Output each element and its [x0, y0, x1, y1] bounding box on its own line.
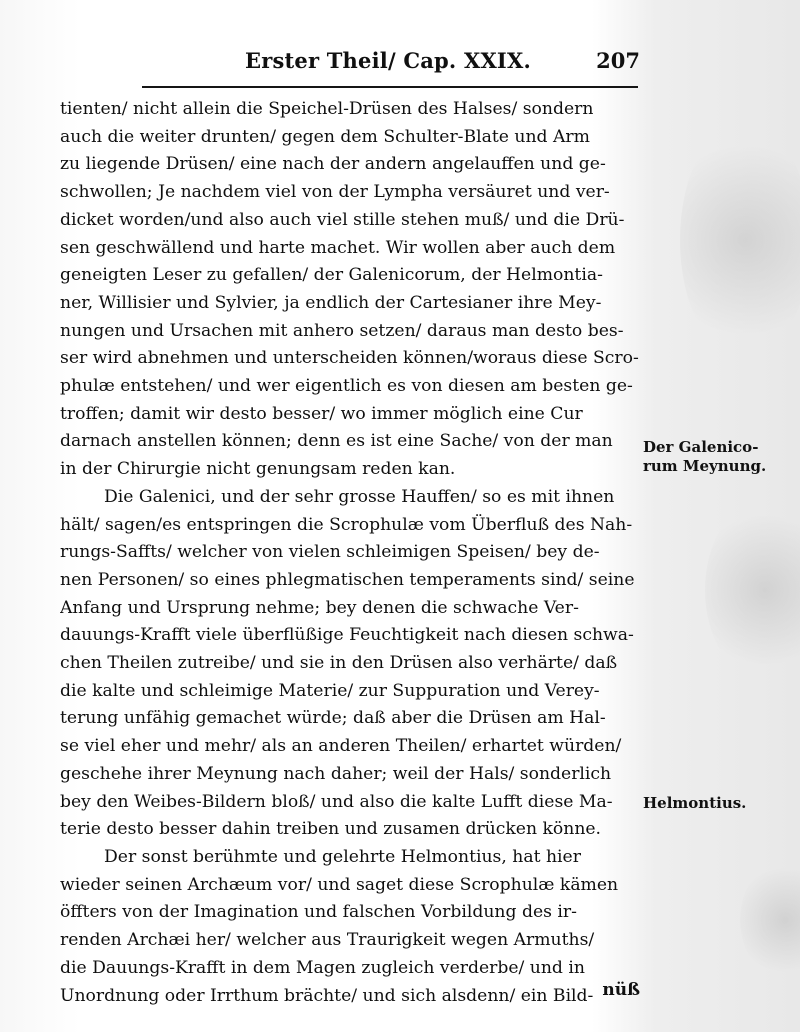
text-line-26: bey den Weibes-Bildern bloß/ und also die kalte Lufft diese Ma-	[60, 791, 613, 812]
margin-note-galenicorum-text: Der Galenico- rum Meynung.	[643, 438, 767, 475]
text-line-21: chen Theilen zutreibe/ und sie in den Drüsen also verhärte/ daß	[60, 653, 618, 674]
text-line-14: in der Chirurgie nicht genungsam reden kan.	[60, 459, 456, 480]
text-line-28: Der sonst berühmte und gelehrte Helmontius, hat hier	[104, 846, 581, 867]
text-line-11: phulæ entstehen/ und wer eigentlich es von diesen am besten ge-	[60, 376, 633, 397]
page-number: 207	[596, 48, 640, 73]
header-rule	[142, 86, 638, 88]
margin-note-galenicorum	[643, 438, 766, 476]
text-line-10: ser wird abnehmen und unterscheiden können/woraus diese Scro-	[60, 348, 639, 369]
text-line-7: geneigten Leser zu gefallen/ der Galenicorum, der Helmontia-	[60, 265, 603, 286]
text-line-30: öffters von der Imagination und falschen Vorbildung des ir-	[60, 902, 577, 923]
text-line-20: dauungs-Krafft viele überflüßige Feuchtigkeit nach diesen schwa-	[60, 625, 634, 646]
text-line-17: rungs-Saffts/ welcher von vielen schleimigen Speisen/ bey de-	[60, 542, 600, 563]
text-line-2: auch die weiter drunten/ gegen dem Schulter-Blate und Arm	[60, 126, 590, 147]
text-line-33: Unordnung oder Irrthum brächte/ und sich alsdenn/ ein Bild-	[60, 985, 594, 1006]
catchword: nüß	[602, 980, 640, 1000]
text-line-13: darnach anstellen können; denn es ist eine Sache/ von der man	[60, 431, 613, 452]
text-line-3: zu liegende Drüsen/ eine nach der andern angelauffen und ge-	[60, 154, 606, 175]
page-header	[0, 42, 800, 88]
text-line-15: Die Galenici, und der sehr grosse Hauffen/ so es mit ihnen	[104, 486, 615, 507]
text-line-8: ner, Willisier und Sylvier, ja endlich der Cartesianer ihre Mey-	[60, 292, 602, 313]
text-line-27: terie desto besser dahin treiben und zusamen drücken könne.	[60, 819, 602, 840]
text-line-5: dicket worden/und also auch viel stille stehen muß/ und die Drü-	[60, 209, 625, 230]
margin-note-helmontius	[643, 794, 746, 813]
text-line-19: Anfang und Ursprung nehme; bey denen die schwache Ver-	[60, 597, 579, 618]
text-line-12: troffen; damit wir desto besser/ wo immer möglich eine Cur	[60, 403, 583, 424]
text-line-6: sen geschwällend und harte machet. Wir wollen aber auch dem	[60, 237, 616, 258]
margin-note-helmontius-text: Helmontius.	[643, 794, 747, 812]
text-line-25: geschehe ihrer Meynung nach daher; weil der Hals/ sonderlich	[60, 763, 612, 784]
main-text-block	[60, 96, 640, 1010]
text-line-9: nungen und Ursachen mit anhero setzen/ daraus man desto bes-	[60, 320, 624, 341]
text-line-24: se viel eher und mehr/ als an anderen Theilen/ erhartet würden/	[60, 736, 622, 757]
text-line-1: tienten/ nicht allein die Speichel-Drüsen des Halses/ sondern	[60, 99, 594, 119]
text-line-16: hält/ sagen/es entspringen die Scrophulæ vom Überfluß des Nah-	[60, 514, 633, 535]
text-line-29: wieder seinen Archæum vor/ und saget diese Scrophulæ kämen	[60, 874, 619, 895]
running-head: Erster Theil/ Cap. XXIX.	[245, 48, 531, 73]
text-line-23: terung unfähig gemachet würde; daß aber die Drüsen am Hal-	[60, 708, 606, 729]
text-line-31: renden Archæi her/ welcher aus Traurigkeit wegen Armuths/	[60, 930, 595, 951]
text-line-22: die kalte und schleimige Materie/ zur Suppuration und Verey-	[60, 680, 600, 701]
text-line-4: schwollen; Je nachdem viel von der Lympha versäuret und ver-	[60, 182, 610, 203]
text-line-32: die Dauungs-Krafft in dem Magen zugleich verderbe/ und in	[60, 957, 585, 978]
text-line-18: nen Personen/ so eines phlegmatischen temperaments sind/ seine	[60, 569, 635, 590]
